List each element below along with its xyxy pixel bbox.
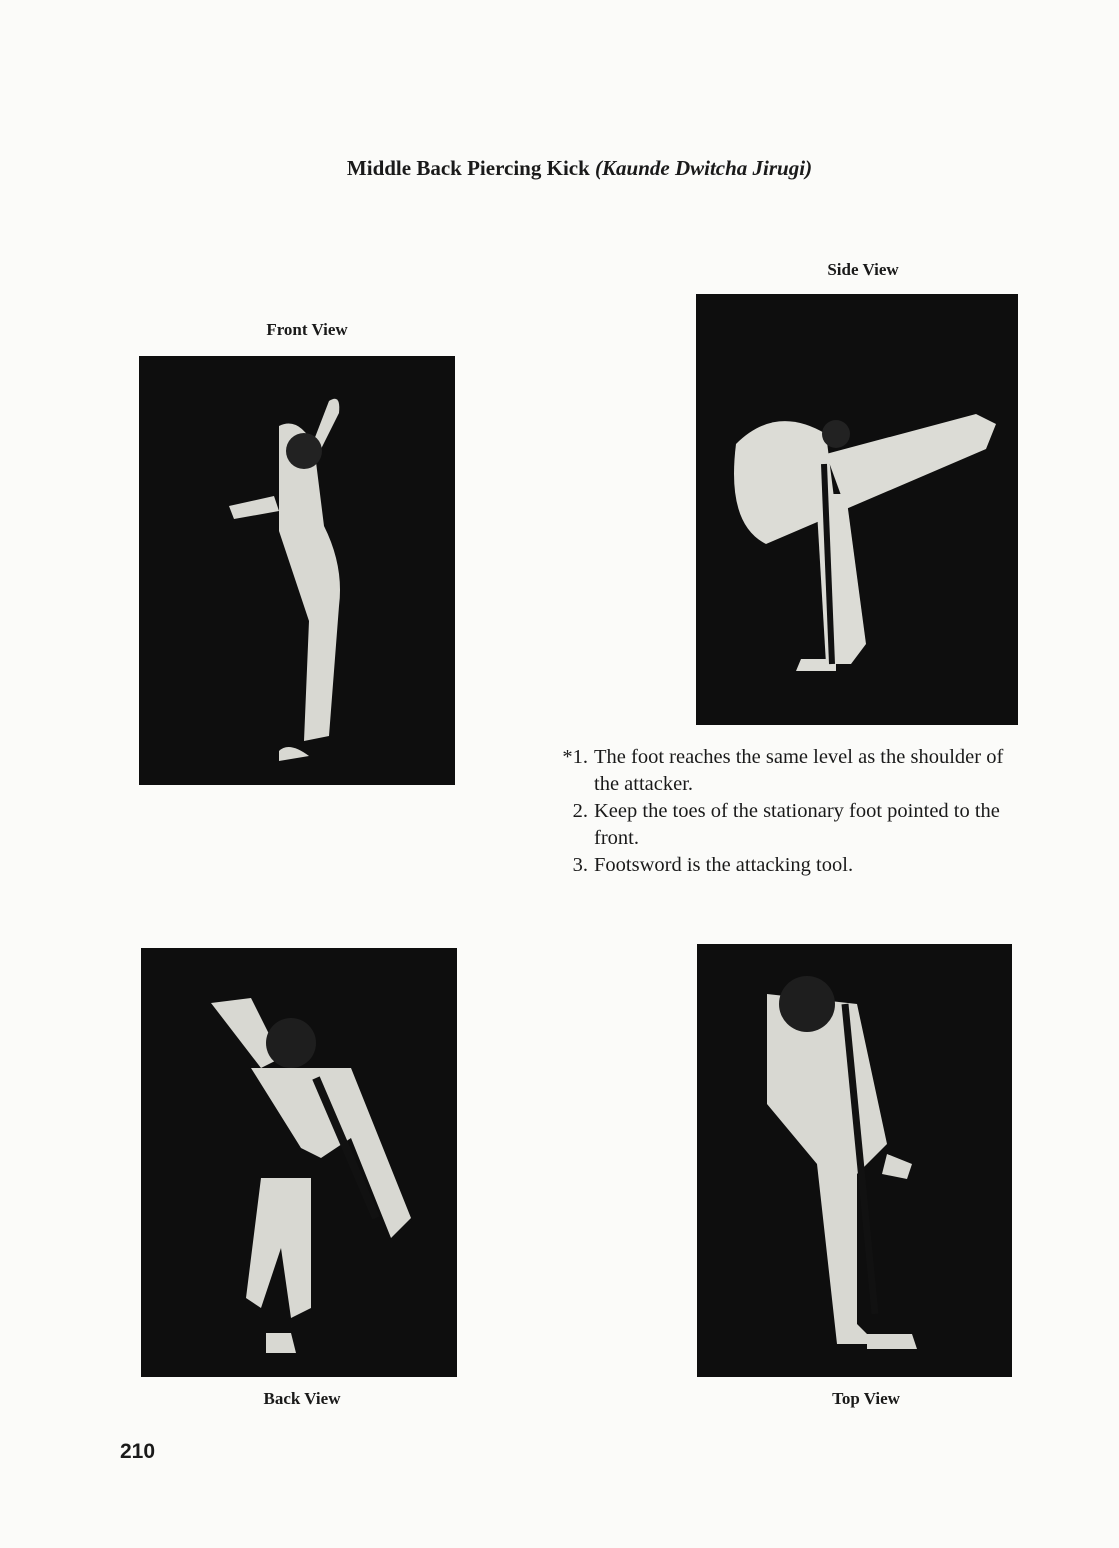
- item-text: Keep the toes of the stationary foot pointed to the front.: [594, 800, 1000, 849]
- item-number: *1.: [562, 746, 588, 768]
- top-view-caption: Top View: [832, 1389, 900, 1408]
- front-view-caption: Front View: [266, 320, 348, 339]
- page-title: [0, 156, 1119, 181]
- instruction-list: [550, 744, 1010, 879]
- side-view-caption: Side View: [827, 260, 899, 279]
- item-text: Footsword is the attacking tool.: [594, 854, 854, 876]
- top-view-photo: [697, 944, 1012, 1377]
- front-view-photo: [139, 356, 455, 785]
- item-number: 2.: [572, 800, 588, 822]
- back-view-photo: [141, 948, 457, 1377]
- item-number: 3.: [572, 854, 588, 876]
- title-main: Middle Back Piercing Kick: [346, 156, 590, 180]
- side-view-photo: [696, 294, 1018, 725]
- list-item: [550, 744, 1010, 798]
- list-item: [550, 798, 1010, 852]
- list-item: [550, 852, 1010, 879]
- back-view-caption: Back View: [263, 1389, 341, 1408]
- page-number: 210: [120, 1440, 156, 1463]
- item-text: The foot reaches the same level as the shoulder of the attacker.: [594, 746, 1004, 795]
- title-romanized: (Kaunde Dwitcha Jirugi): [595, 156, 813, 180]
